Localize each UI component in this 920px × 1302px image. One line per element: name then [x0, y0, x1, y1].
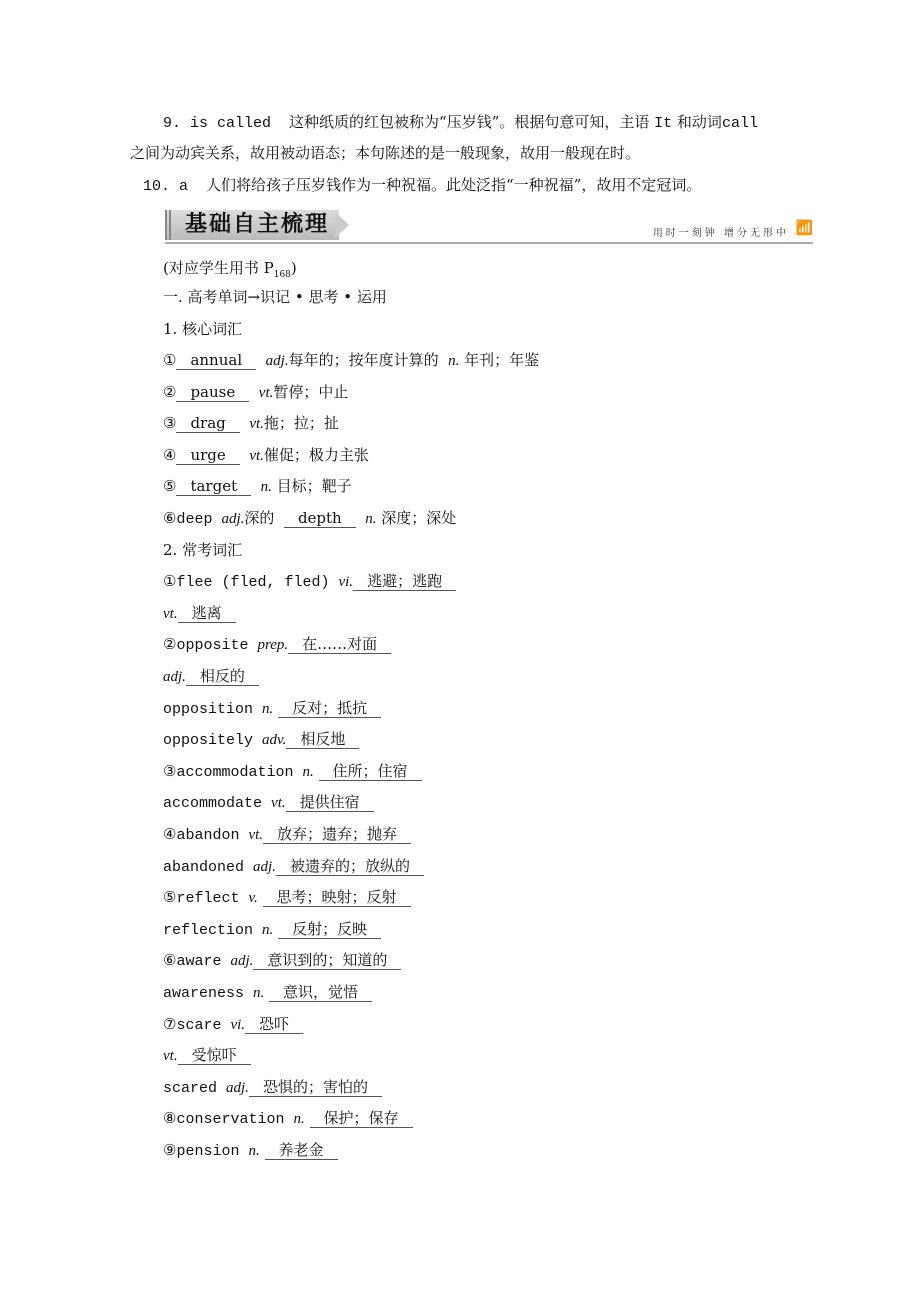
- text-line: [143, 175, 701, 197]
- text: ⑨: [163, 1141, 177, 1159]
- part-of-speech: adv.: [262, 732, 287, 749]
- answer-blank: urge: [176, 446, 239, 465]
- part-of-speech: prep.: [257, 637, 289, 654]
- english-text: abandon: [176, 827, 249, 844]
- part-of-speech: vt.: [249, 416, 264, 433]
- text: ③: [163, 414, 177, 433]
- text-line: [163, 729, 359, 751]
- answer-blank: 恐惧的；害怕的: [249, 1078, 382, 1097]
- part-of-speech: n.: [253, 985, 265, 1001]
- answer-blank: 意识，觉悟: [269, 983, 372, 1002]
- answer-blank: 思考；映射；反射: [263, 888, 411, 907]
- bar-chart-icon: 📶: [795, 220, 813, 236]
- text: 这种纸质的红包被称为“压岁钱”。根据句意可知，主语: [289, 113, 655, 131]
- english-text: 9. is called: [163, 115, 290, 132]
- text-line: [163, 698, 381, 720]
- text-line: [163, 445, 369, 466]
- english-text: aware: [176, 953, 231, 971]
- banner-arrow-icon: [335, 212, 349, 238]
- text: [356, 509, 366, 527]
- section-heading: 一. 高考单词→识记 • 思考 • 运用: [163, 288, 387, 306]
- part-of-speech: adj.: [226, 1079, 249, 1096]
- part-of-speech: vt.: [249, 447, 264, 464]
- english-text: awareness: [163, 985, 254, 1002]
- english-text: 10. a: [143, 178, 207, 195]
- answer-blank: 提供住宿: [286, 793, 374, 812]
- text: 和动词: [672, 113, 722, 131]
- text-line: [163, 350, 539, 371]
- part-of-speech: vi.: [338, 574, 354, 591]
- text: 人们将给孩子压岁钱作为一种祝福。此处泛指“一种祝福”，故用不定冠词。: [206, 176, 702, 194]
- answer-blank: 反对；抵抗: [278, 699, 381, 718]
- text: 年刊；年鉴: [459, 351, 540, 369]
- text-line: [163, 887, 411, 909]
- part-of-speech: adj.: [230, 953, 254, 970]
- text: ④: [163, 445, 177, 464]
- text-line: [163, 919, 381, 941]
- answer-blank: 保护；保存: [310, 1109, 413, 1128]
- part-of-speech: vt.: [163, 605, 178, 622]
- text-line: [163, 540, 242, 560]
- reference-page: 168: [273, 270, 291, 280]
- answer-blank: 相反地: [286, 730, 359, 749]
- english-text: scare: [176, 1016, 231, 1034]
- text: ⑥: [163, 509, 177, 527]
- english-text: It: [654, 115, 673, 132]
- reference-close: ): [290, 259, 297, 277]
- text-line: [163, 982, 372, 1004]
- text: 深的: [244, 509, 284, 527]
- text-line: [163, 792, 374, 814]
- text-line: [163, 112, 758, 134]
- part-of-speech: v.: [248, 890, 258, 907]
- text: 暂停；中止: [273, 382, 349, 401]
- text: [256, 351, 266, 369]
- english-text: flee (fled, fled): [176, 574, 339, 592]
- part-of-speech: n.: [365, 511, 377, 527]
- text: ⑥: [163, 951, 177, 970]
- english-text: opposition: [163, 700, 263, 718]
- text: [240, 446, 250, 464]
- english-text: abandoned: [163, 858, 254, 876]
- reference-note: [163, 258, 297, 285]
- subsection-heading: 1. 核心词汇: [163, 320, 243, 338]
- text-line: [163, 761, 422, 783]
- answer-blank: 放弃；遗弃；抛弃: [263, 825, 411, 844]
- banner-title: 基础自主梳理: [165, 210, 339, 240]
- text-line: [163, 634, 391, 656]
- banner-slogan: 用时一刻钟 增分无形中: [652, 228, 789, 239]
- text: ⑦: [163, 1014, 177, 1033]
- part-of-speech: n.: [293, 1111, 305, 1128]
- text-line: [163, 382, 348, 403]
- answer-blank: 恐吓: [245, 1015, 303, 1034]
- part-of-speech: n.: [302, 763, 314, 780]
- answer-blank: depth: [284, 509, 356, 528]
- text: [240, 414, 250, 432]
- english-text: deep: [176, 511, 222, 528]
- answer-blank: 反射；反映: [278, 920, 381, 939]
- answer-blank: 意识到的；知道的: [253, 951, 401, 970]
- text-line: [163, 1077, 382, 1099]
- text: [251, 477, 261, 495]
- text-line: [163, 603, 236, 624]
- answer-blank: 受惊吓: [178, 1046, 251, 1065]
- text: ④: [163, 825, 177, 843]
- answer-blank: 住所；住宿: [319, 762, 422, 781]
- part-of-speech: vt.: [258, 384, 274, 401]
- answer-blank: 被遗弃的；放纵的: [276, 857, 424, 876]
- text: 催促；极力主张: [263, 445, 369, 464]
- part-of-speech: vt.: [163, 1048, 178, 1065]
- text-line: [163, 824, 411, 846]
- answer-blank: pause: [176, 383, 249, 402]
- part-of-speech: n.: [448, 353, 460, 369]
- answer-blank: annual: [176, 351, 256, 370]
- english-text: oppositely: [163, 732, 263, 750]
- text-line: [163, 1014, 303, 1036]
- section-banner: [165, 210, 813, 244]
- text-line: [163, 1140, 338, 1162]
- text: 每年的；按年度计算的: [288, 351, 449, 369]
- english-text: scared: [163, 1079, 227, 1097]
- text: 拖；拉；扯: [263, 414, 339, 433]
- english-text: accommodation: [176, 763, 303, 781]
- text: 之间为动宾关系，故用被动语态；本句陈述的是一般现象，故用一般现在时。: [130, 144, 641, 162]
- text: ①: [163, 351, 177, 369]
- text: ③: [163, 761, 177, 780]
- text: ⑤: [163, 888, 177, 907]
- text: ①: [163, 572, 177, 591]
- english-text: accommodate: [163, 795, 272, 813]
- part-of-speech: adj.: [265, 353, 289, 369]
- part-of-speech: adj.: [253, 858, 276, 875]
- text: 深度；深处: [376, 509, 457, 527]
- text-line: [163, 1108, 413, 1130]
- text-line: [163, 666, 259, 687]
- text: 2. 常考词汇: [163, 540, 243, 559]
- part-of-speech: n.: [260, 479, 272, 496]
- text: [249, 383, 259, 401]
- text: ②: [163, 635, 177, 654]
- answer-blank: drag: [176, 414, 239, 433]
- reference-text: (对应学生用书 P: [163, 259, 274, 277]
- part-of-speech: adj.: [163, 669, 186, 685]
- part-of-speech: n.: [248, 1143, 260, 1159]
- text: ⑧: [163, 1109, 177, 1128]
- english-text: opposite: [176, 637, 258, 655]
- answer-blank: 逃避；逃跑: [353, 572, 456, 591]
- text-line: [163, 856, 424, 878]
- text-line: [163, 571, 456, 593]
- answer-blank: 逃离: [178, 604, 236, 623]
- english-text: reflection: [163, 921, 263, 939]
- part-of-speech: n.: [262, 700, 274, 717]
- text-line: [163, 1045, 251, 1066]
- english-text: conservation: [176, 1111, 294, 1129]
- part-of-speech: n.: [262, 921, 274, 938]
- part-of-speech: vt.: [271, 795, 286, 812]
- part-of-speech: vi.: [230, 1016, 246, 1033]
- english-text: reflect: [176, 890, 249, 908]
- text-line: [163, 413, 339, 434]
- answer-blank: target: [176, 477, 251, 496]
- answer-blank: 相反的: [186, 667, 259, 686]
- text: ②: [163, 382, 177, 401]
- text-line: [163, 476, 352, 497]
- text-line: [163, 508, 456, 530]
- english-text: call: [721, 115, 758, 132]
- part-of-speech: vt.: [248, 827, 264, 843]
- part-of-speech: adj.: [221, 511, 245, 527]
- answer-blank: 养老金: [265, 1141, 338, 1160]
- text-line: [163, 950, 401, 972]
- english-text: pension: [176, 1143, 249, 1160]
- text: ⑤: [163, 477, 177, 496]
- text: 目标；靶子: [271, 477, 352, 496]
- answer-blank: 在……对面: [288, 635, 391, 654]
- text-line: [130, 143, 640, 163]
